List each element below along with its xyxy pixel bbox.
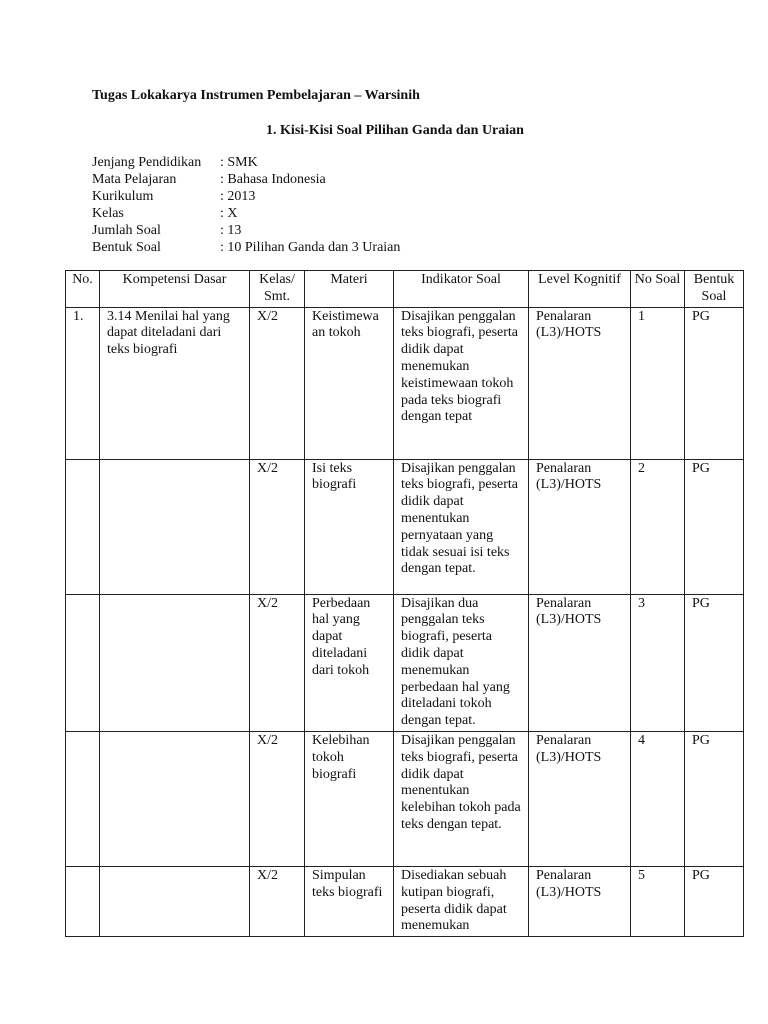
- meta-value: : 13: [220, 223, 242, 238]
- cell-no: [66, 866, 100, 936]
- cell-level: Penalaran (L3)/HOTS: [529, 731, 631, 866]
- cell-indikator: Disediakan sebuah kutipan biografi, peserta didik dapat menemukan: [394, 866, 529, 936]
- table-row: [66, 594, 744, 731]
- meta-row: [92, 188, 400, 205]
- meta-row: [92, 171, 400, 188]
- cell-no-soal: 4: [631, 731, 685, 866]
- cell-materi: Isi teks biografi: [305, 459, 394, 594]
- document-meta: [92, 154, 400, 256]
- meta-value: : Bahasa Indonesia: [220, 172, 326, 187]
- meta-row: [92, 239, 400, 256]
- table-header-row: [66, 271, 744, 308]
- meta-value: : 10 Pilihan Ganda dan 3 Uraian: [220, 240, 401, 255]
- meta-value: : 2013: [220, 189, 256, 204]
- table-row: [66, 459, 744, 594]
- header-no-soal: No Soal: [631, 271, 685, 308]
- cell-kompetensi-dasar: [100, 459, 250, 594]
- cell-level: Penalaran (L3)/HOTS: [529, 459, 631, 594]
- cell-no-soal: 5: [631, 866, 685, 936]
- table-row: [66, 307, 744, 459]
- meta-label: Mata Pelajaran: [92, 172, 177, 187]
- cell-no: [66, 594, 100, 731]
- cell-no: [66, 459, 100, 594]
- header-no: No.: [66, 271, 100, 308]
- table-row: [66, 731, 744, 866]
- meta-label: Kelas: [92, 206, 124, 221]
- cell-no-soal: 3: [631, 594, 685, 731]
- cell-kompetensi-dasar: [100, 731, 250, 866]
- cell-materi: Perbedaan hal yang dapat diteladani dari tokoh: [305, 594, 394, 731]
- cell-bentuk: PG: [685, 866, 744, 936]
- cell-kompetensi-dasar: [100, 594, 250, 731]
- header-level-kognitif: Level Kognitif: [529, 271, 631, 308]
- meta-label: Jumlah Soal: [92, 223, 161, 238]
- meta-row: [92, 205, 400, 222]
- cell-kelas: X/2: [250, 307, 305, 459]
- kisi-kisi-table: [65, 270, 744, 937]
- cell-indikator: Disajikan penggalan teks biografi, peserta didik dapat menentukan kelebihan tokoh pada teks dengan tepat.: [394, 731, 529, 866]
- cell-no: [66, 731, 100, 866]
- meta-value: : SMK: [220, 155, 258, 170]
- table-row: [66, 866, 744, 936]
- cell-bentuk: PG: [685, 459, 744, 594]
- header-kompetensi-dasar: Kompetensi Dasar: [100, 271, 250, 308]
- meta-label: Bentuk Soal: [92, 240, 161, 255]
- cell-materi: Kelebihan tokoh biografi: [305, 731, 394, 866]
- cell-no: 1.: [66, 307, 100, 459]
- cell-level: Penalaran (L3)/HOTS: [529, 594, 631, 731]
- cell-level: Penalaran (L3)/HOTS: [529, 307, 631, 459]
- cell-materi: Keistimewa an tokoh: [305, 307, 394, 459]
- cell-materi: Simpulan teks biografi: [305, 866, 394, 936]
- cell-indikator: Disajikan dua penggalan teks biografi, peserta didik dapat menemukan perbedaan hal yang diteladani tokoh dengan tepat.: [394, 594, 529, 731]
- section-heading: 1. Kisi-Kisi Soal Pilihan Ganda dan Uraian: [266, 123, 524, 138]
- cell-kompetensi-dasar: 3.14 Menilai hal yang dapat diteladani dari teks biografi: [100, 307, 250, 459]
- cell-kelas: X/2: [250, 866, 305, 936]
- cell-kelas: X/2: [250, 731, 305, 866]
- meta-row: [92, 154, 400, 171]
- meta-label: Jenjang Pendidikan: [92, 155, 202, 170]
- cell-indikator: Disajikan penggalan teks biografi, peserta didik dapat menemukan keistimewaan tokoh pada teks biografi dengan tepat: [394, 307, 529, 459]
- header-materi: Materi: [305, 271, 394, 308]
- cell-kelas: X/2: [250, 594, 305, 731]
- header-indikator-soal: Indikator Soal: [394, 271, 529, 308]
- cell-kompetensi-dasar: [100, 866, 250, 936]
- cell-bentuk: PG: [685, 307, 744, 459]
- cell-no-soal: 2: [631, 459, 685, 594]
- cell-bentuk: PG: [685, 731, 744, 866]
- header-bentuk-soal: Bentuk Soal: [685, 271, 744, 308]
- cell-level: Penalaran (L3)/HOTS: [529, 866, 631, 936]
- meta-row: [92, 222, 400, 239]
- cell-indikator: Disajikan penggalan teks biografi, peserta didik dapat menentukan pernyataan yang tidak sesuai isi teks dengan tepat.: [394, 459, 529, 594]
- meta-label: Kurikulum: [92, 189, 154, 204]
- document-title: Tugas Lokakarya Instrumen Pembelajaran – Warsinih: [92, 88, 420, 103]
- cell-kelas: X/2: [250, 459, 305, 594]
- header-kelas: Kelas/ Smt.: [250, 271, 305, 308]
- cell-bentuk: PG: [685, 594, 744, 731]
- cell-no-soal: 1: [631, 307, 685, 459]
- meta-value: : X: [220, 206, 238, 221]
